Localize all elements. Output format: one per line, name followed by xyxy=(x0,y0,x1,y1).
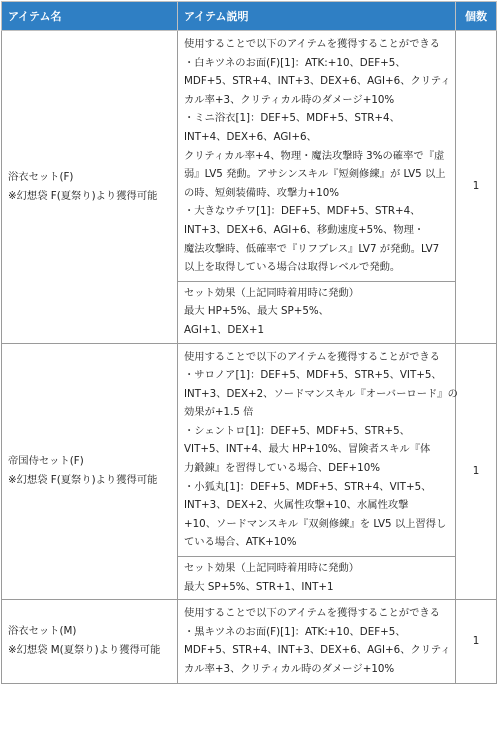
description-line: ・白キツネのお面(F)[1]：ATK:+10、DEF+5、 xyxy=(184,56,406,69)
item-quantity: 1 xyxy=(456,343,497,600)
description-line: MDF+5、STR+4、INT+3、DEX+6、AGI+6、クリティ xyxy=(184,644,451,657)
table-row xyxy=(2,343,497,557)
description-line: 使用することで以下のアイテムを獲得することができる xyxy=(184,607,440,620)
description-line: INT+3、DEX+2、ソードマンスキル『オーバーロード』の xyxy=(184,387,458,400)
description-line: カル率+3、クリティカル時のダメージ+10% xyxy=(184,663,395,675)
set-effect-line: 最大 SP+5%、STR+1、INT+1 xyxy=(184,580,334,593)
item-quantity: 1 xyxy=(456,31,497,344)
description-line: ・大きなウチワ[1]：DEF+5、MDF+5、STR+4、 xyxy=(184,205,421,218)
item-name: 帝国侍セット(F) xyxy=(8,455,84,468)
set-effect-line: 最大 HP+5%、最大 SP+5%、 xyxy=(184,305,329,318)
description-line: ・サロノア[1]：DEF+5、MDF+5、STR+5、VIT+5、 xyxy=(184,369,442,382)
item-source-note: ※幻想袋 F(夏祭り)より獲得可能 xyxy=(8,474,158,487)
set-effect-cell xyxy=(178,557,456,600)
description-line: ・黒キツネのお面(F)[1]：ATK:+10、DEF+5、 xyxy=(184,625,406,638)
item-source-note: ※幻想袋 F(夏祭り)より獲得可能 xyxy=(8,189,158,202)
item-table xyxy=(1,1,497,684)
set-effect-line: セット効果（上記同時着用時に発動） xyxy=(184,286,360,299)
description-line: +10、ソードマンスキル『双剣修練』を LV5 以上習得し xyxy=(184,517,447,530)
item-name-cell xyxy=(2,600,178,683)
description-line: MDF+5、STR+4、INT+3、DEX+6、AGI+6、クリティ xyxy=(184,75,451,88)
table-row xyxy=(2,31,497,282)
description-line: INT+3、DEX+2、火属性攻撃+10、水属性攻撃 xyxy=(184,499,409,512)
description-line: 効果が+1.5 倍 xyxy=(184,406,254,419)
description-line: 魔法攻撃時、低確率で『リフブレス』LV7 が発動。LV7 xyxy=(184,242,440,255)
header-item-description: アイテム説明 xyxy=(178,2,456,31)
item-description-cell xyxy=(178,343,456,557)
description-line: 使用することで以下のアイテムを獲得することができる xyxy=(184,350,440,363)
description-line: ・ミニ浴衣[1]：DEF+5、MDF+5、STR+4、 xyxy=(184,112,400,125)
table-header-row xyxy=(2,2,497,31)
description-line: クリティカル率+4、物理・魔法攻撃時 3%の確率で『虚 xyxy=(184,149,445,162)
item-name-cell xyxy=(2,343,178,600)
description-line: ・小狐丸[1]：DEF+5、MDF+5、STR+4、VIT+5、 xyxy=(184,480,432,493)
item-description-cell xyxy=(178,600,456,683)
header-quantity: 個数 xyxy=(456,2,497,31)
set-effect-line: AGI+1、DEX+1 xyxy=(184,323,265,336)
description-line: INT+4、DEX+6、AGI+6、 xyxy=(184,130,317,143)
item-source-note: ※幻想袋 M(夏祭り)より獲得可能 xyxy=(8,644,161,657)
item-name-cell xyxy=(2,31,178,344)
description-line: 力鍛錬』を習得している場合、DEF+10% xyxy=(184,462,381,475)
description-line: カル率+3、クリティカル時のダメージ+10% xyxy=(184,93,395,106)
item-description-cell xyxy=(178,31,456,282)
item-quantity: 1 xyxy=(456,600,497,683)
description-line: ・シェントロ[1]：DEF+5、MDF+5、STR+5、 xyxy=(184,424,410,437)
item-name: 浴衣セット(M) xyxy=(8,625,77,638)
description-line: 弱』LV5 発動。アサシンスキル『短剣修練』が LV5 以上 xyxy=(184,168,446,181)
description-line: 以上を取得している場合は取得レベルで発動。 xyxy=(184,261,401,274)
set-effect-cell xyxy=(178,281,456,343)
description-line: ている場合、ATK+10% xyxy=(184,536,297,549)
description-line: VIT+5、INT+4、最大 HP+10%、冒険者スキル『体 xyxy=(184,443,431,456)
header-item-name: アイテム名 xyxy=(2,2,178,31)
item-name: 浴衣セット(F) xyxy=(8,170,74,183)
description-line: の時、短剣装備時、攻撃力+10% xyxy=(184,186,340,199)
table-row xyxy=(2,600,497,683)
description-line: INT+3、DEX+6、AGI+6、移動速度+5%、物理・ xyxy=(184,223,425,236)
set-effect-line: セット効果（上記同時着用時に発動） xyxy=(184,562,360,575)
description-line: 使用することで以下のアイテムを獲得することができる xyxy=(184,38,440,50)
